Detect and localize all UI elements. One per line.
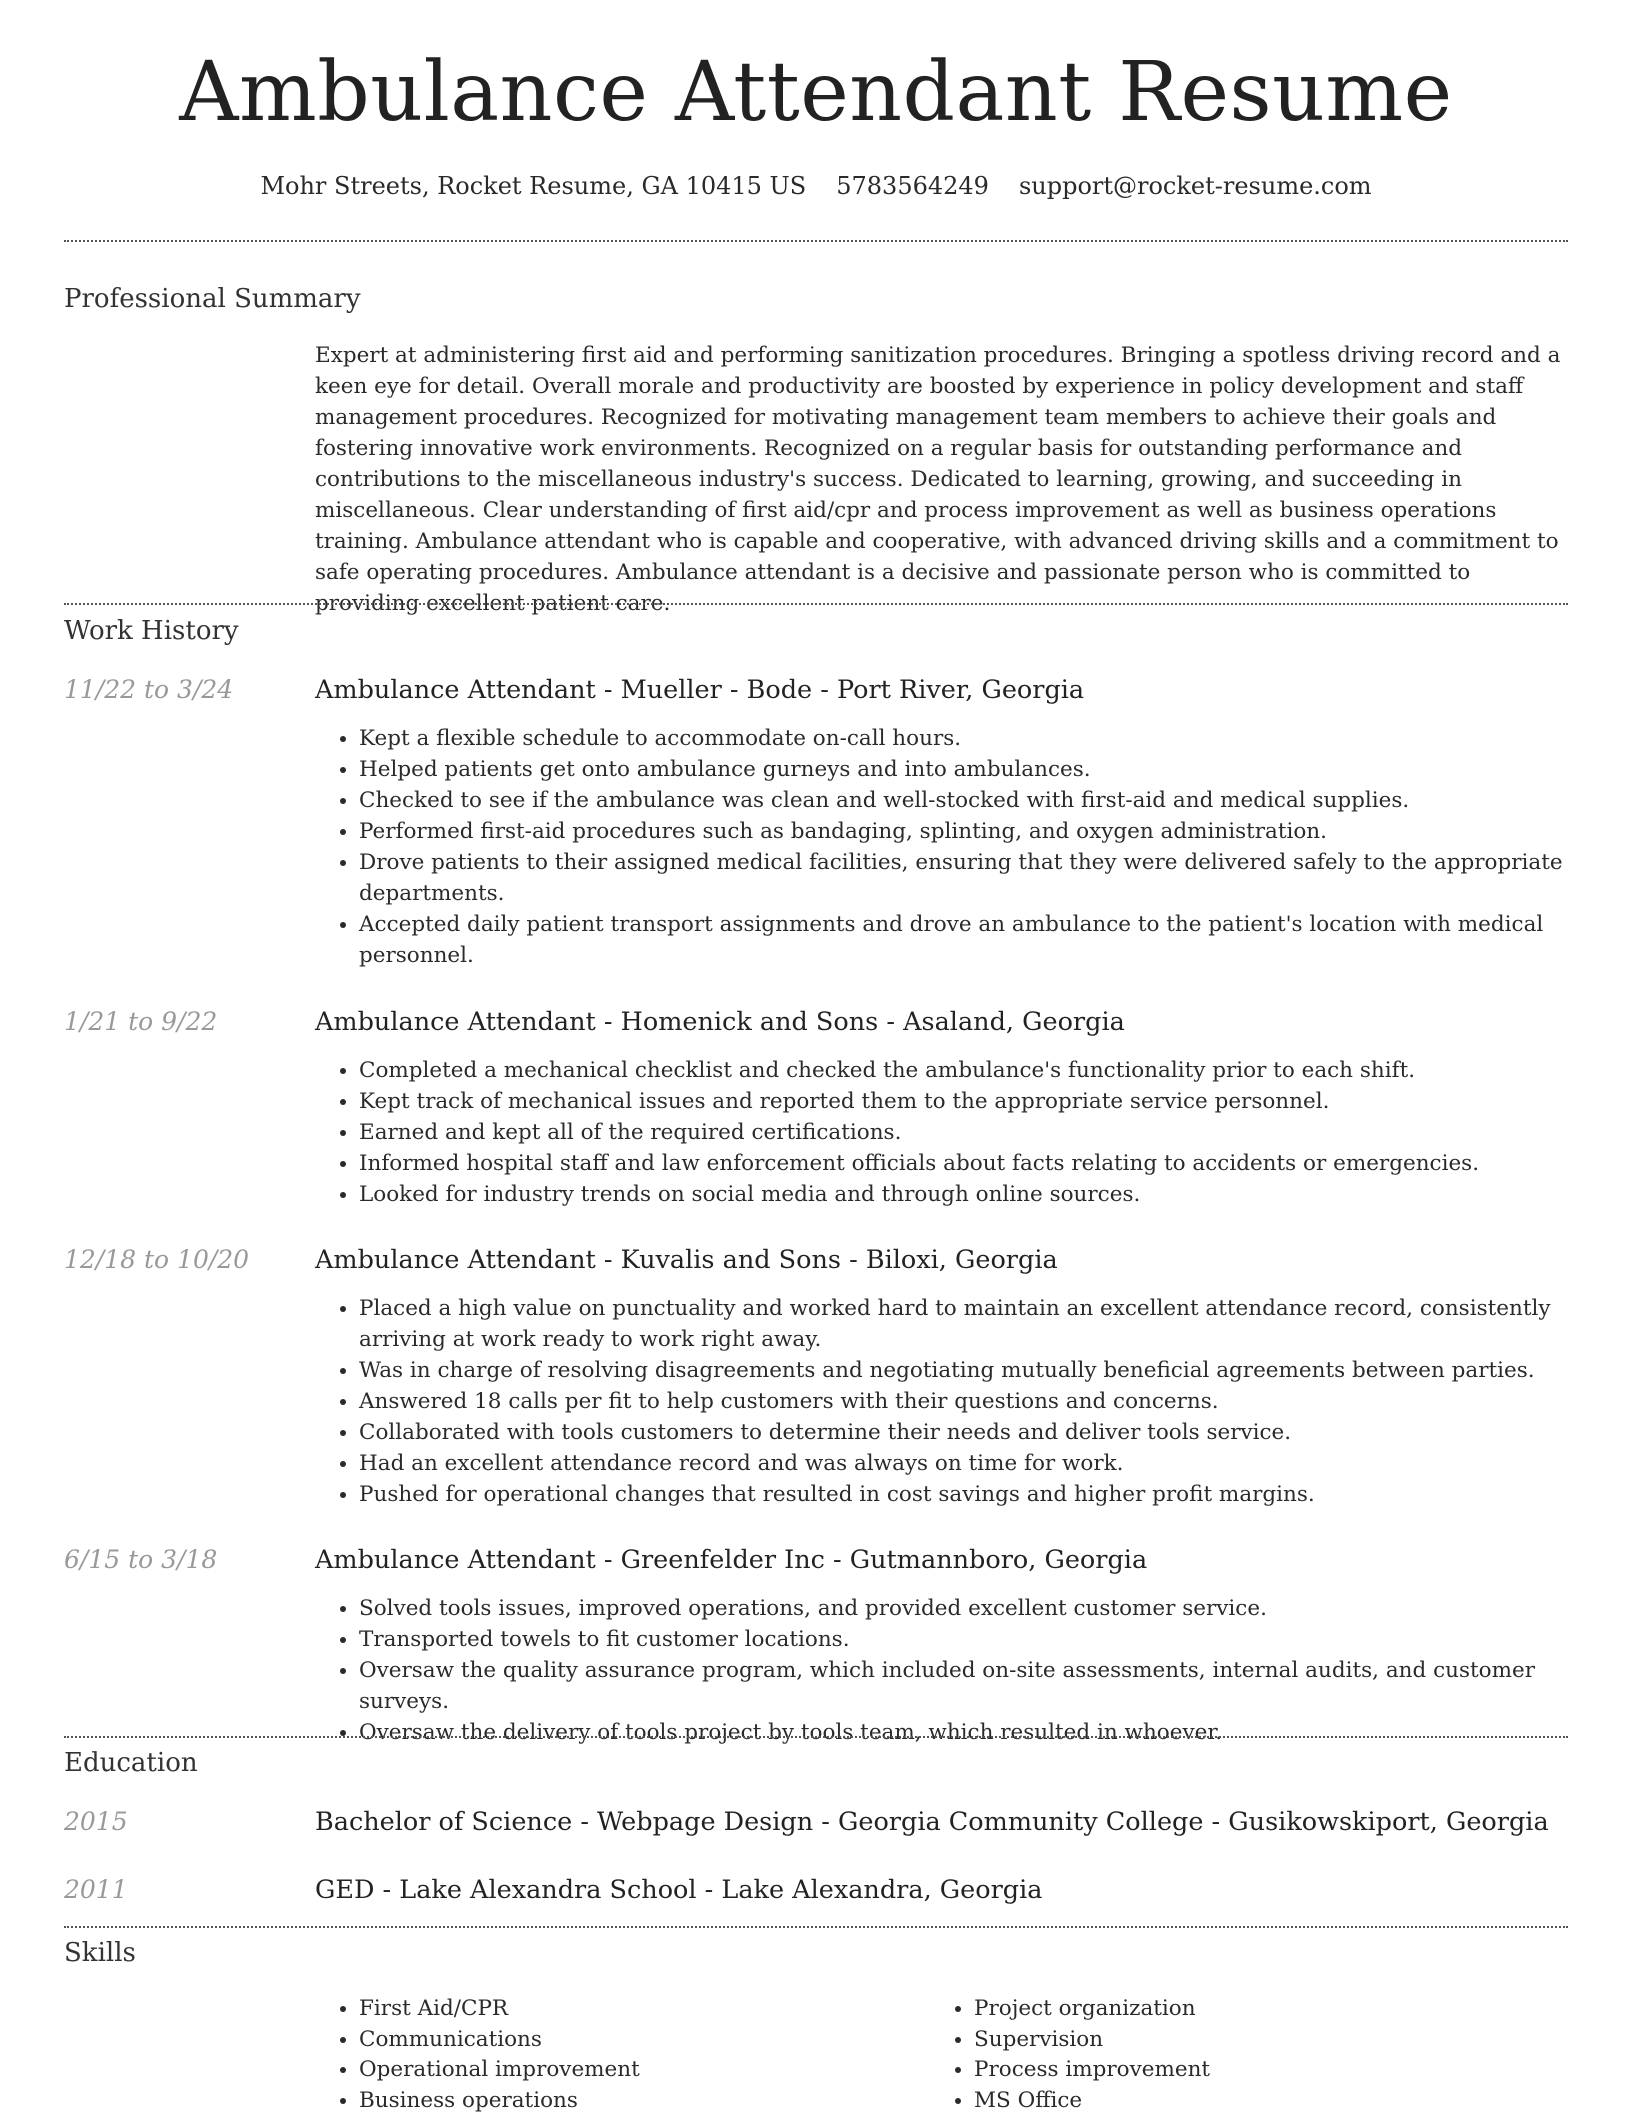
skill-item: • Supervision [974, 2025, 1210, 2056]
job-dates: 12/18 to 10/20 [64, 1245, 249, 1275]
job-title: Ambulance Attendant - Greenfelder Inc - Gutmannboro, Georgia [315, 1545, 1147, 1576]
skill-item: • MS Office [974, 2086, 1210, 2116]
divider [64, 1926, 1568, 1928]
contact-phone: 5783564249 [836, 172, 989, 200]
job-title: Ambulance Attendant - Homenick and Sons - Asaland, Georgia [315, 1007, 1125, 1038]
skill-item: • Operational improvement [359, 2055, 640, 2086]
job-bullet: • Solved tools issues, improved operations, and provided excellent customer service. [359, 1593, 1615, 1624]
job-bullet: • Earned and kept all of the required certifications. [359, 1117, 1615, 1148]
section-title-education: Education [64, 1748, 198, 1779]
job-title: Ambulance Attendant - Kuvalis and Sons - Biloxi, Georgia [315, 1245, 1058, 1276]
education-year: 2011 [64, 1875, 128, 1905]
job-bullets [315, 1593, 1615, 1748]
job-dates: 1/21 to 9/22 [64, 1007, 217, 1037]
section-title-skills: Skills [64, 1938, 136, 1969]
job-bullet: • Oversaw the delivery of tools project by tools team, which resulted in whoever. [359, 1717, 1615, 1748]
job-bullets [315, 723, 1615, 971]
job-bullet: • Kept a flexible schedule to accommodate on-call hours. [359, 723, 1615, 754]
job-dates: 11/22 to 3/24 [64, 675, 233, 705]
job-bullet: • Completed a mechanical checklist and checked the ambulance's functionality prior to each shift. [359, 1055, 1615, 1086]
section-title-work-history: Work History [64, 616, 239, 647]
divider [64, 1736, 1568, 1738]
resume-title: Ambulance Attendant Resume [0, 52, 1632, 134]
job-bullet: • Performed first-aid procedures such as bandaging, splinting, and oxygen administration. [359, 816, 1615, 847]
skill-item: • Business operations [359, 2086, 640, 2116]
skills-list-right [930, 1994, 1210, 2116]
skills-list-left [315, 1994, 640, 2116]
job-bullet: • Transported towels to fit customer locations. [359, 1624, 1615, 1655]
job-title: Ambulance Attendant - Mueller - Bode - Port River, Georgia [315, 675, 1084, 706]
job-bullet: • Placed a high value on punctuality and worked hard to maintain an excellent attendance record, consistently arriving at work ready to work right away. [359, 1293, 1615, 1355]
job-dates: 6/15 to 3/18 [64, 1545, 217, 1575]
job-bullet: • Oversaw the quality assurance program, which included on-site assessments, internal audits, and customer surveys. [359, 1655, 1615, 1717]
contact-email: support@rocket-resume.com [1019, 172, 1372, 200]
job-bullets [315, 1055, 1615, 1210]
job-bullet: • Was in charge of resolving disagreements and negotiating mutually beneficial agreements between parties. [359, 1355, 1615, 1386]
job-bullet: • Informed hospital staff and law enforcement officials about facts relating to accidents or emergencies. [359, 1148, 1615, 1179]
job-bullet: • Looked for industry trends on social media and through online sources. [359, 1179, 1615, 1210]
job-bullets [315, 1293, 1615, 1510]
education-year: 2015 [64, 1807, 128, 1837]
section-title-summary: Professional Summary [64, 284, 361, 315]
job-bullet: • Answered 18 calls per fit to help customers with their questions and concerns. [359, 1386, 1615, 1417]
job-bullet: • Helped patients get onto ambulance gurneys and into ambulances. [359, 754, 1615, 785]
education-detail: GED - Lake Alexandra School - Lake Alexandra, Georgia [315, 1875, 1042, 1906]
job-bullet: • Collaborated with tools customers to determine their needs and deliver tools service. [359, 1417, 1615, 1448]
contact-address: Mohr Streets, Rocket Resume, GA 10415 US [260, 172, 806, 200]
job-bullet: • Accepted daily patient transport assignments and drove an ambulance to the patient's location with medical personnel. [359, 909, 1615, 971]
skill-item: • Communications [359, 2025, 640, 2056]
summary-text: Expert at administering first aid and performing sanitization procedures. Bringing a spotless driving record and a keen eye for detail. Overall morale and productivity are boosted by experience in policy development and staff management procedures. Recognized for motivating management team members to achieve their goals and fostering innovative work environments. Recognized on a regular basis for outstanding performance and contributions to the miscellaneous industry's success. Dedicated to learning, growing, and succeeding in miscellaneous. Clear understanding of first aid/cpr and process improvement as well as business operations training. Ambulance attendant who is capable and cooperative, with advanced driving skills and a commitment to safe operating procedures. Ambulance attendant is a decisive and passionate person who is committed to providing excellent patient care. [315, 340, 1571, 619]
job-bullet: • Checked to see if the ambulance was clean and well-stocked with first-aid and medical supplies. [359, 785, 1615, 816]
divider [64, 240, 1568, 242]
divider [64, 603, 1568, 605]
job-bullet: • Drove patients to their assigned medical facilities, ensuring that they were delivered safely to the appropriate departments. [359, 847, 1615, 909]
job-bullet: • Pushed for operational changes that resulted in cost savings and higher profit margins. [359, 1479, 1615, 1510]
job-bullet: • Had an excellent attendance record and was always on time for work. [359, 1448, 1615, 1479]
job-bullet: • Kept track of mechanical issues and reported them to the appropriate service personnel. [359, 1086, 1615, 1117]
skill-item: • First Aid/CPR [359, 1994, 640, 2025]
contact-line [0, 172, 1632, 201]
education-detail: Bachelor of Science - Webpage Design - Georgia Community College - Gusikowskiport, Georgia [315, 1807, 1549, 1838]
skill-item: • Process improvement [974, 2055, 1210, 2086]
skill-item: • Project organization [974, 1994, 1210, 2025]
